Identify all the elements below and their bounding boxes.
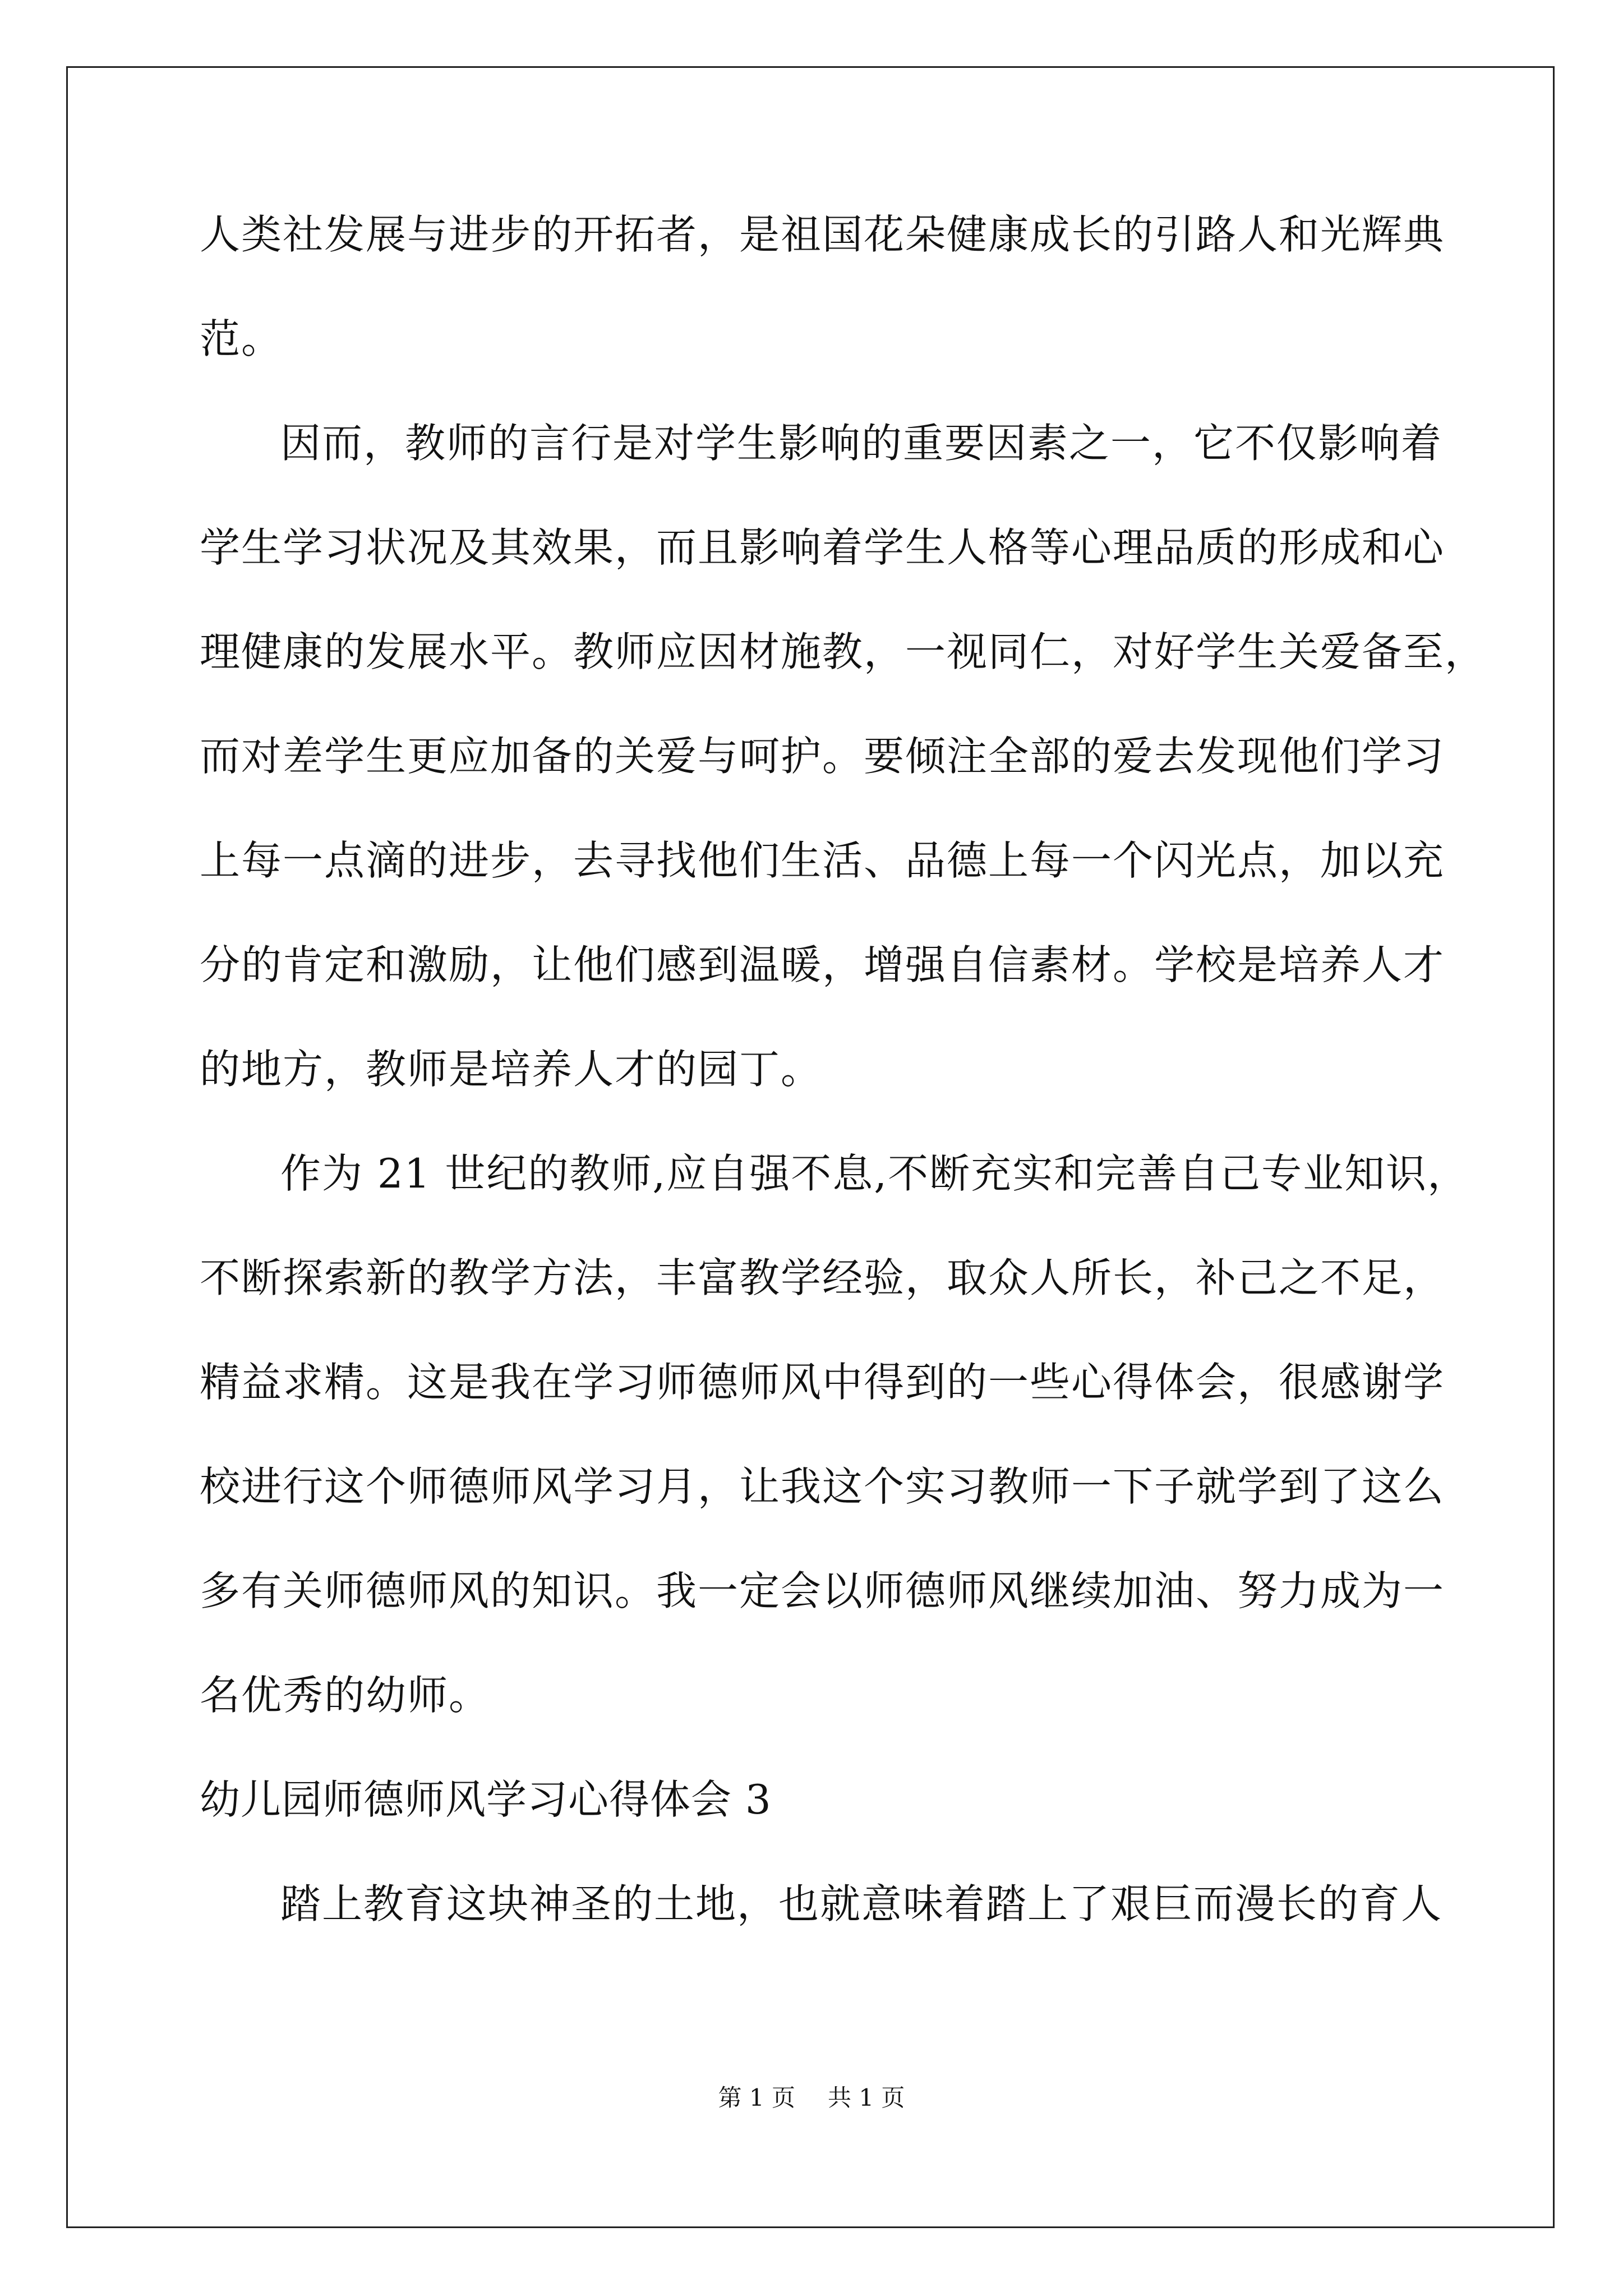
text-line-3: 因而，教师的言行是对学生影响的重要因素之一，它不仅影响着	[280, 420, 1443, 467]
text-line-17: 踏上教育这块神圣的土地，也就意味着踏上了艰巨而漫长的育人	[280, 1880, 1443, 1927]
text-line-7: 上每一点滴的进步，去寻找他们生活、品德上每一个闪光点，加以充	[200, 837, 1445, 884]
text-line-13: 校进行这个师德师风学习月，让我这个实习教师一下子就学到了这么	[200, 1463, 1445, 1510]
text-line-11: 不断探索新的教学方法，丰富教学经验，取众人所长，补己之不足，	[200, 1254, 1445, 1301]
text-line-14: 多有关师德师风的知识。我一定会以师德师风继续加油、努力成为一	[200, 1567, 1445, 1614]
text-line-2: 范。	[200, 315, 283, 362]
text-line-15: 名优秀的幼师。	[200, 1672, 491, 1719]
document-body	[200, 209, 1487, 1982]
text-line-9: 的地方，教师是培养人才的园丁。	[200, 1046, 823, 1093]
text-line-5: 理健康的发展水平。教师应因材施教，一视同仁，对好学生关爱备至，	[200, 628, 1487, 675]
text-line-6: 而对差学生更应加备的关爱与呵护。要倾注全部的爱去发现他们学习	[200, 733, 1445, 780]
text-line-12: 精益求精。这是我在学习师德师风中得到的一些心得体会，很感谢学	[200, 1359, 1445, 1406]
text-line-4: 学生学习状况及其效果，而且影响着学生人格等心理品质的形成和心	[200, 524, 1445, 571]
page-total: 共 1 页	[828, 2084, 905, 2111]
text-line-10: 作为 21 世纪的教师,应自强不息,不断充实和完善自己专业知识，	[280, 1150, 1469, 1197]
page-number: 第 1 页	[718, 2084, 795, 2111]
section-heading: 幼儿园师德师风学习心得体会 3	[200, 1776, 772, 1823]
text-line-8: 分的肯定和激励，让他们感到温暖，增强自信素材。学校是培养人才	[200, 941, 1445, 988]
page-footer	[0, 2082, 1623, 2114]
text-line-1: 人类社发展与进步的开拓者，是祖国花朵健康成长的引路人和光辉典	[200, 211, 1445, 258]
